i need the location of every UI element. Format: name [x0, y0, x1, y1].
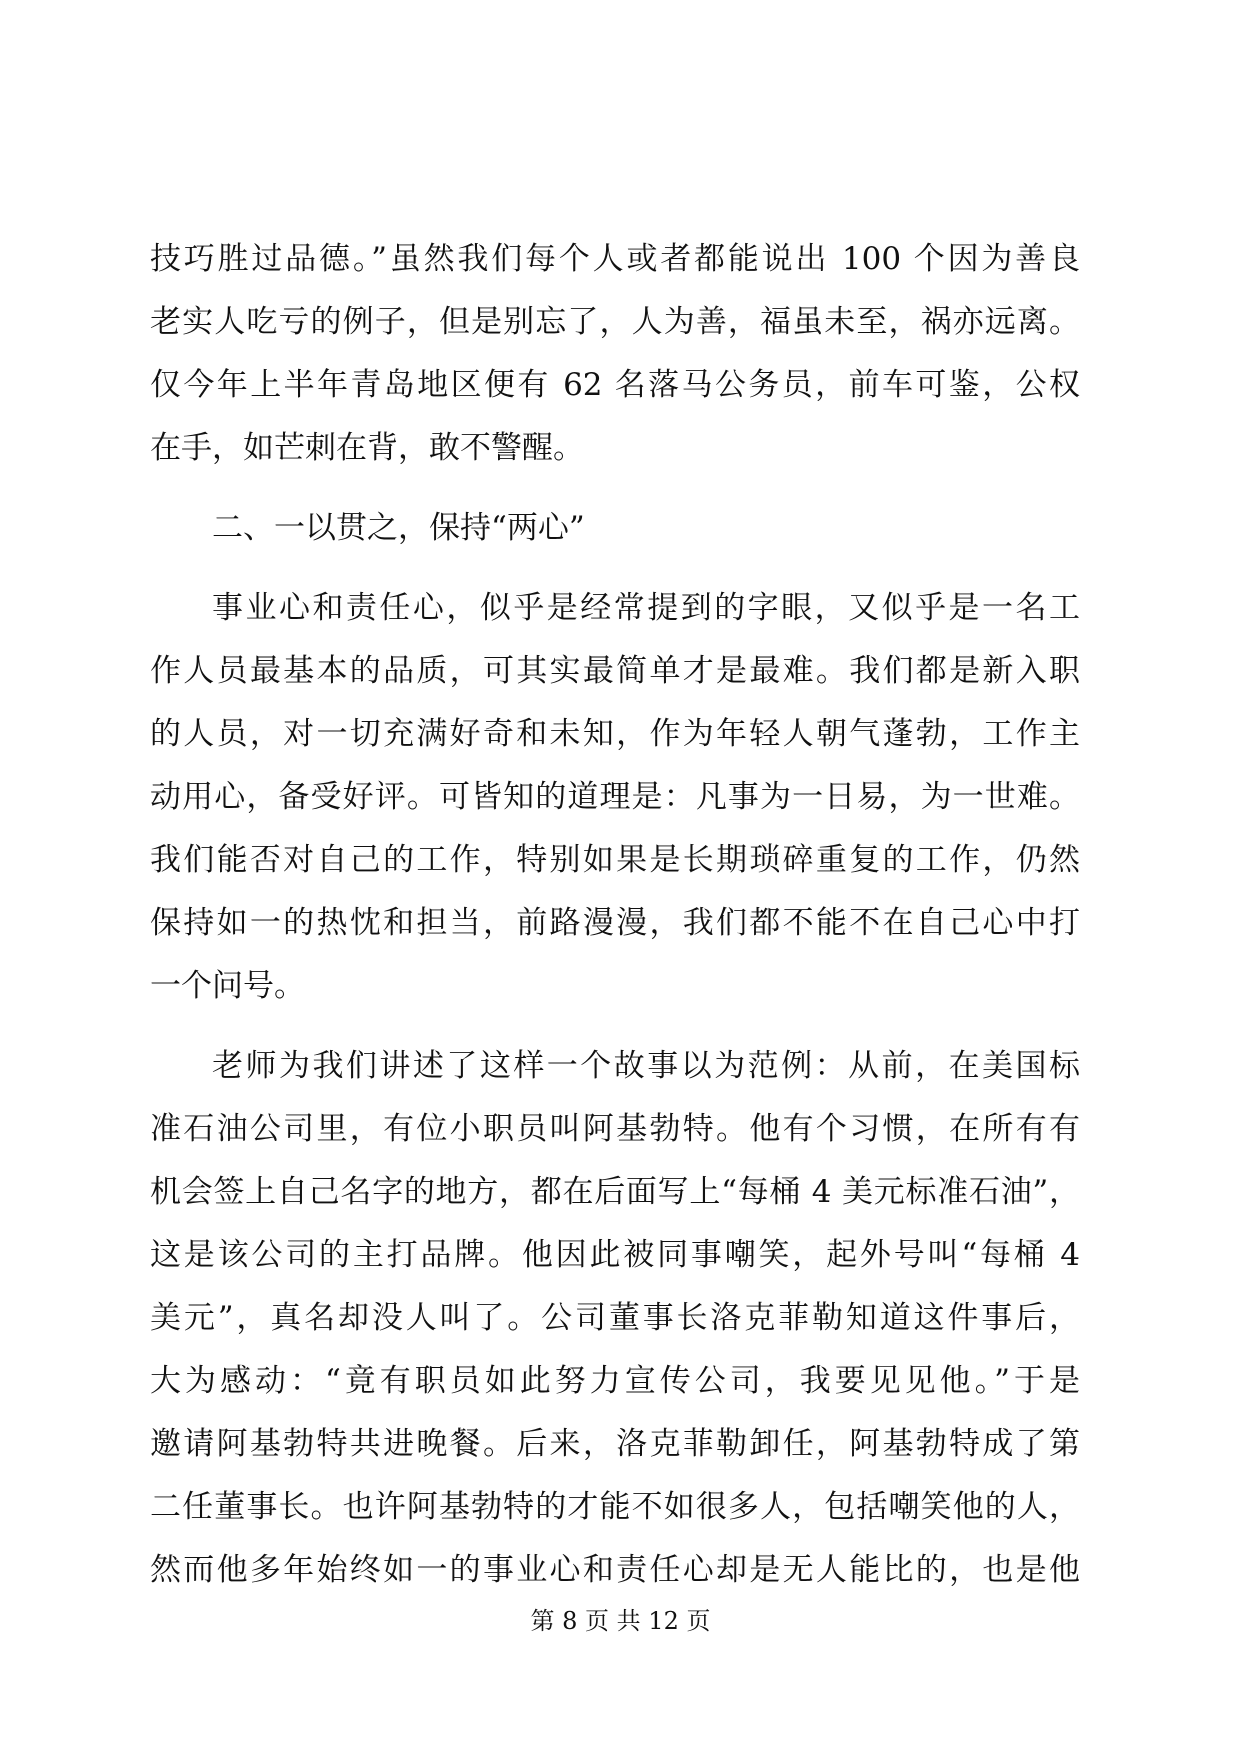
text-line: 作人员最基本的品质，可其实最简单才是最难。我们都是新入职 [150, 653, 1080, 689]
text-line: 在手，如芒刺在背，敢不警醒。 [150, 430, 584, 466]
paragraph [150, 228, 1080, 480]
section-heading [150, 497, 1080, 560]
text-line: 美元”，真名却没人叫了。公司董事长洛克菲勒知道这件事后， [150, 1300, 1080, 1336]
text-line: 准石油公司里，有位小职员叫阿基勃特。他有个习惯，在所有有 [150, 1111, 1080, 1147]
paragraph-spacer [150, 560, 1080, 577]
text-line: 技巧胜过品德。”虽然我们每个人或者都能说出 100 个因为善良 [150, 241, 1080, 277]
text-line: 保持如一的热忱和担当，前路漫漫，我们都不能不在自己心中打 [150, 905, 1080, 941]
paragraph-spacer [150, 480, 1080, 497]
text-line: 的人员，对一切充满好奇和未知，作为年轻人朝气蓬勃，工作主 [150, 716, 1080, 752]
page-number-footer: 第 8 页 共 12 页 [530, 1607, 711, 1635]
text-line: 动用心，备受好评。可皆知的道理是：凡事为一日易，为一世难。 [150, 779, 1080, 815]
text-line: 然而他多年始终如一的事业心和责任心却是无人能比的，也是他 [150, 1552, 1080, 1588]
paragraph [150, 577, 1080, 1018]
text-line: 老实人吃亏的例子，但是别忘了，人为善，福虽未至，祸亦远离。 [150, 304, 1080, 340]
text-line: 二任董事长。也许阿基勃特的才能不如很多人，包括嘲笑他的人， [150, 1489, 1080, 1525]
text-line: 一个问号。 [150, 968, 305, 1004]
paragraph-spacer [150, 1018, 1080, 1035]
text-line: 老师为我们讲述了这样一个故事以为范例：从前，在美国标 [212, 1048, 1080, 1084]
document-body [150, 228, 1080, 1602]
text-line: 事业心和责任心，似乎是经常提到的字眼，又似乎是一名工 [212, 590, 1080, 626]
text-line: 邀请阿基勃特共进晚餐。后来，洛克菲勒卸任，阿基勃特成了第 [150, 1426, 1080, 1462]
text-line: 仅今年上半年青岛地区便有 62 名落马公务员，前车可鉴，公权 [150, 367, 1080, 403]
text-line: 我们能否对自己的工作，特别如果是长期琐碎重复的工作，仍然 [150, 842, 1080, 878]
paragraph [150, 1035, 1080, 1602]
text-line: 机会签上自己名字的地方，都在后面写上“每桶 4 美元标准石油”， [150, 1174, 1080, 1210]
heading-line: 二、一以贯之，保持“两心” [212, 510, 585, 546]
text-line: 大为感动：“竟有职员如此努力宣传公司，我要见见他。”于是 [150, 1363, 1080, 1399]
text-line: 这是该公司的主打品牌。他因此被同事嘲笑，起外号叫“每桶 4 [150, 1237, 1080, 1273]
